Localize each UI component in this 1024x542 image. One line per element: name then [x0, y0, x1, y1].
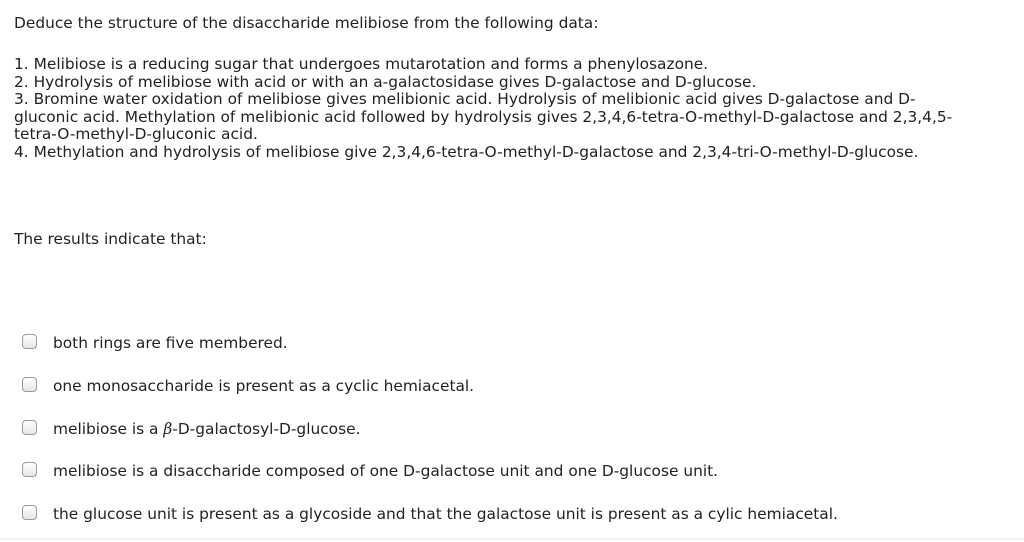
option-label [53, 421, 360, 439]
option-label: one monosaccharide is present as a cyclic hemiacetal. [53, 376, 475, 395]
option-label: melibiose is a disaccharide composed of one D-galactose unit and one D-glucose unit. [53, 462, 719, 481]
beta-symbol: β [163, 419, 173, 438]
data-line-1: 1. Melibiose is a reducing sugar that undergoes mutarotation and forms a phenylosazone. [14, 55, 709, 73]
option-checkbox[interactable] [22, 462, 37, 477]
option-checkbox[interactable] [22, 420, 37, 435]
bottom-divider [0, 538, 1024, 540]
option-label-prefix: melibiose is a [53, 419, 164, 438]
data-line-3-end: tetra-O-methyl-D-gluconic acid. [14, 125, 258, 143]
data-line-3-cont: gluconic acid. Methylation of melibionic acid followed by hydrolysis gives 2,3,4,6-tetra-O-methyl-D-galactose and 2,3,4,5- [14, 107, 953, 126]
question-intro: Deduce the structure of the disaccharide melibiose from the following data: [14, 14, 599, 32]
data-list [14, 56, 1024, 161]
data-line-3: 3. Bromine water oxidation of melibiose gives melibionic acid. Hydrolysis of melibionic acid gives D-galactose and D- [14, 90, 916, 108]
results-prompt: The results indicate that: [14, 230, 207, 248]
option-checkbox[interactable] [22, 505, 37, 520]
data-line-4: 4. Methylation and hydrolysis of melibiose give 2,3,4,6-tetra-O-methyl-D-galactose and 2,3,4-tri-O-methyl-D-glucose. [14, 142, 919, 161]
option-label-suffix: -D-galactosyl-D-glucose. [172, 419, 361, 438]
option-checkbox[interactable] [22, 377, 37, 392]
data-line-2: 2. Hydrolysis of melibiose with acid or with an a-galactosidase gives D-galactose and D-glucose. [14, 72, 757, 91]
option-label: the glucose unit is present as a glycoside and that the galactose unit is present as a cylic hemiacetal. [53, 505, 838, 524]
option-checkbox[interactable] [22, 334, 37, 349]
option-label: both rings are five membered. [53, 334, 288, 352]
